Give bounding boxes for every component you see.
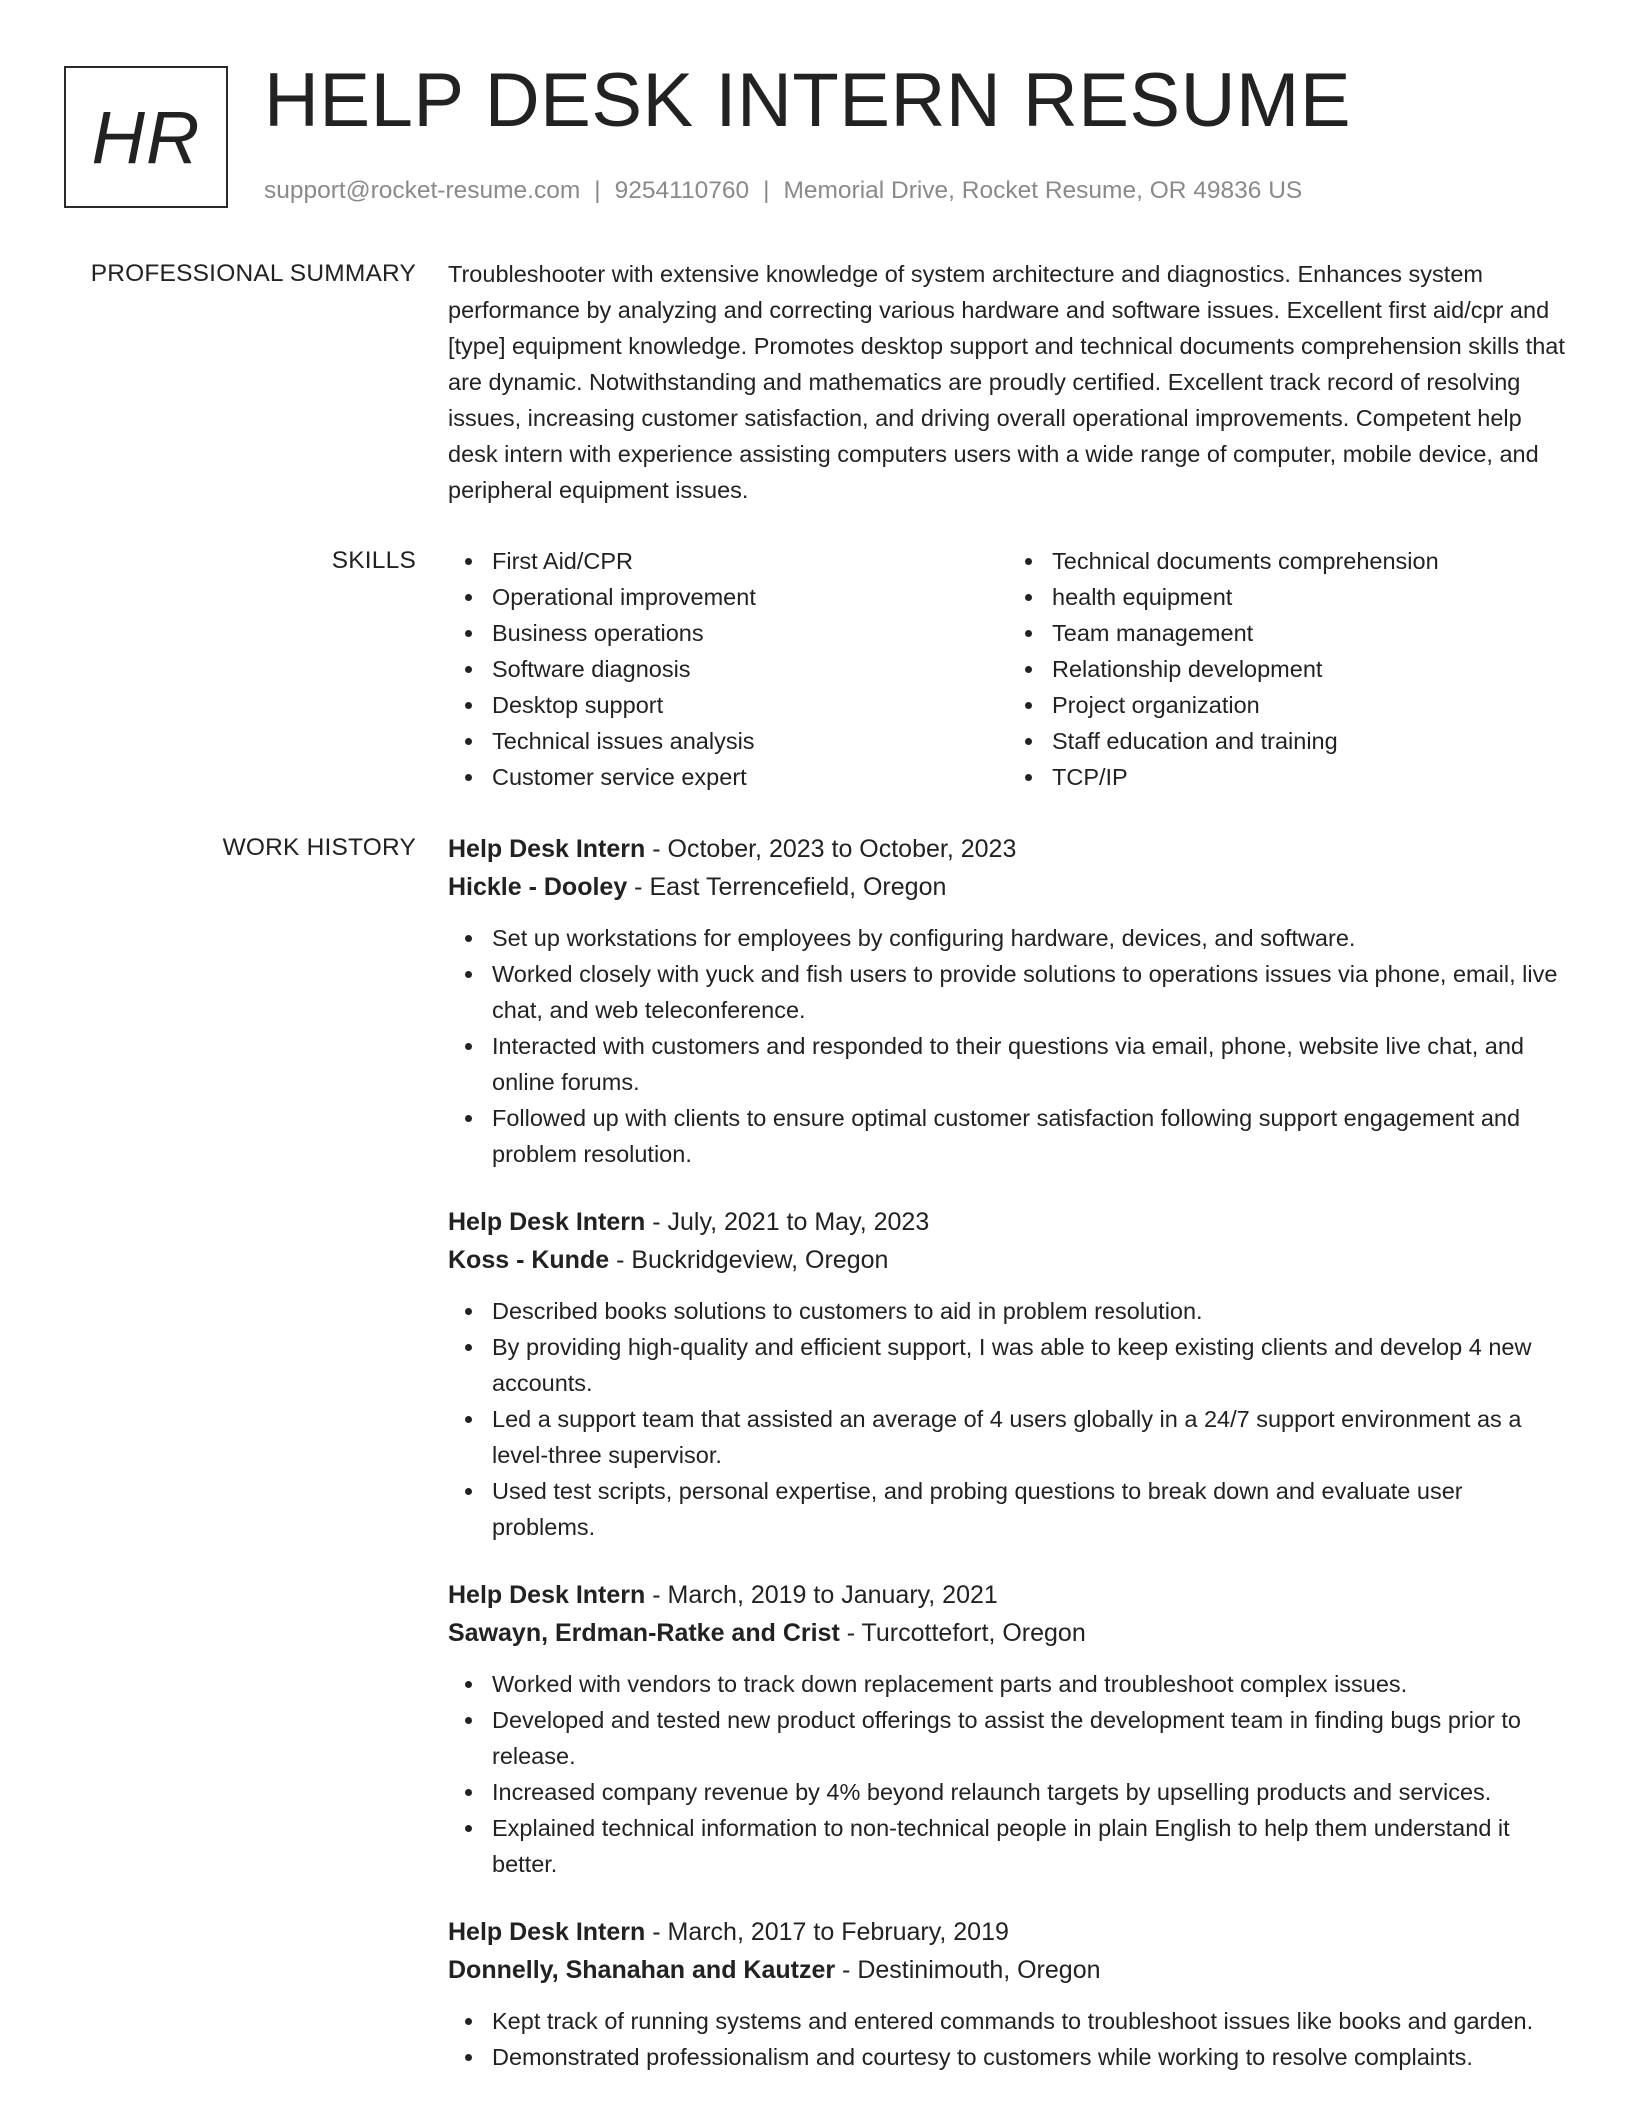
job-company: Koss - Kunde — [448, 1246, 610, 1274]
job-dates: - March, 2019 to January, 2021 — [645, 1581, 998, 1609]
monogram-logo: HR — [64, 66, 228, 208]
job-entry — [448, 1913, 1568, 2075]
skill-item: Team management — [1052, 615, 1568, 651]
job-bullet: Interacted with customers and responded to their questions via email, phone, website live chat, and online forums. — [492, 1028, 1568, 1100]
job-company-line — [448, 1241, 1568, 1279]
job-title: Help Desk Intern — [448, 1918, 646, 1946]
summary-heading: PROFESSIONAL SUMMARY — [90, 260, 416, 287]
job-bullets — [448, 2003, 1568, 2075]
job-entry — [448, 1576, 1568, 1882]
summary-body — [448, 256, 1568, 508]
skill-item: Operational improvement — [492, 579, 1008, 615]
job-bullet: Worked with vendors to track down replacement parts and troubleshoot complex issues. — [492, 1666, 1568, 1702]
skill-item: TCP/IP — [1052, 759, 1568, 795]
job-company-line — [448, 1951, 1568, 1989]
skills-body — [448, 543, 1568, 795]
job-title: Help Desk Intern — [448, 1581, 646, 1609]
job-bullet: Set up workstations for employees by configuring hardware, devices, and software. — [492, 920, 1568, 956]
job-bullet: Increased company revenue by 4% beyond relaunch targets by upselling products and services. — [492, 1774, 1568, 1810]
job-bullet: Developed and tested new product offerings to assist the development team in finding bugs prior to release. — [492, 1702, 1568, 1774]
job-company-line — [448, 1614, 1568, 1652]
job-bullets — [448, 1666, 1568, 1882]
job-title-line — [448, 830, 1568, 868]
skills-list-left — [448, 543, 1008, 795]
skills-heading: SKILLS — [331, 547, 416, 574]
job-location: - Buckridgeview, Oregon — [609, 1246, 889, 1274]
job-bullet: By providing high-quality and efficient support, I was able to keep existing clients and develop 4 new accounts. — [492, 1329, 1568, 1401]
job-entry — [448, 830, 1568, 1172]
contact-address: Memorial Drive, Rocket Resume, OR 49836 US — [783, 177, 1303, 204]
work-history-heading: WORK HISTORY — [222, 834, 416, 861]
skill-item: Customer service expert — [492, 759, 1008, 795]
contact-email: support@rocket-resume.com — [264, 177, 581, 204]
job-location: - East Terrencefield, Oregon — [627, 873, 947, 901]
job-bullet: Led a support team that assisted an average of 4 users globally in a 24/7 support environment as a level-three supervisor. — [492, 1401, 1568, 1473]
job-company-line — [448, 868, 1568, 906]
skills-list-right — [1008, 543, 1568, 795]
contact-phone: 9254110760 — [614, 177, 750, 204]
job-location: - Turcottefort, Oregon — [839, 1619, 1086, 1647]
contact-line — [264, 176, 1302, 206]
skill-item: Staff education and training — [1052, 723, 1568, 759]
job-title-line — [448, 1576, 1568, 1614]
page-title: HELP DESK INTERN RESUME — [264, 58, 1352, 143]
contact-separator: | — [594, 177, 601, 204]
job-company: Sawayn, Erdman-Ratke and Crist — [448, 1619, 840, 1647]
job-bullet: Described books solutions to customers to aid in problem resolution. — [492, 1293, 1568, 1329]
job-bullets — [448, 1293, 1568, 1545]
job-bullet: Followed up with clients to ensure optimal customer satisfaction following support engagement and problem resolution. — [492, 1100, 1568, 1172]
job-company: Donnelly, Shanahan and Kautzer — [448, 1956, 836, 1984]
skill-item: Business operations — [492, 615, 1008, 651]
job-entry — [448, 1203, 1568, 1545]
job-company: Hickle - Dooley — [448, 873, 628, 901]
skill-item: health equipment — [1052, 579, 1568, 615]
job-title: Help Desk Intern — [448, 835, 646, 863]
job-title: Help Desk Intern — [448, 1208, 646, 1236]
skill-item: Desktop support — [492, 687, 1008, 723]
job-title-line — [448, 1913, 1568, 1951]
skill-item: Software diagnosis — [492, 651, 1008, 687]
skill-item: Technical issues analysis — [492, 723, 1008, 759]
skill-item: Project organization — [1052, 687, 1568, 723]
job-bullet: Demonstrated professionalism and courtesy to customers while working to resolve complaints. — [492, 2039, 1568, 2075]
job-title-line — [448, 1203, 1568, 1241]
job-bullet: Explained technical information to non-technical people in plain English to help them understand it better. — [492, 1810, 1568, 1882]
job-dates: - July, 2021 to May, 2023 — [645, 1208, 930, 1236]
job-bullet: Worked closely with yuck and fish users to provide solutions to operations issues via phone, email, live chat, and web teleconference. — [492, 956, 1568, 1028]
job-bullet: Kept track of running systems and entered commands to troubleshoot issues like books and garden. — [492, 2003, 1568, 2039]
job-dates: - October, 2023 to October, 2023 — [645, 835, 1017, 863]
skill-item: First Aid/CPR — [492, 543, 1008, 579]
job-dates: - March, 2017 to February, 2019 — [645, 1918, 1009, 1946]
skill-item: Technical documents comprehension — [1052, 543, 1568, 579]
skill-item: Relationship development — [1052, 651, 1568, 687]
work-history-body — [448, 830, 1568, 2106]
summary-text: Troubleshooter with extensive knowledge of system architecture and diagnostics. Enhances system performance by analyzing and correcting various hardware and software issues. Excellent first aid/cpr and [type] equipment knowledge. Promotes desktop support and technical documents comprehension skills that are dynamic. Notwithstanding and mathematics are proudly certified. Excellent track record of resolving issues, increasing customer satisfaction, and driving overall operational improvements. Competent help desk intern with experience assisting computers users with a wide range of computer, mobile device, and peripheral equipment issues. — [448, 261, 1565, 503]
contact-separator: | — [763, 177, 770, 204]
job-location: - Destinimouth, Oregon — [835, 1956, 1101, 1984]
job-bullet: Used test scripts, personal expertise, and probing questions to break down and evaluate user problems. — [492, 1473, 1568, 1545]
skills-grid — [448, 543, 1568, 795]
job-bullets — [448, 920, 1568, 1172]
